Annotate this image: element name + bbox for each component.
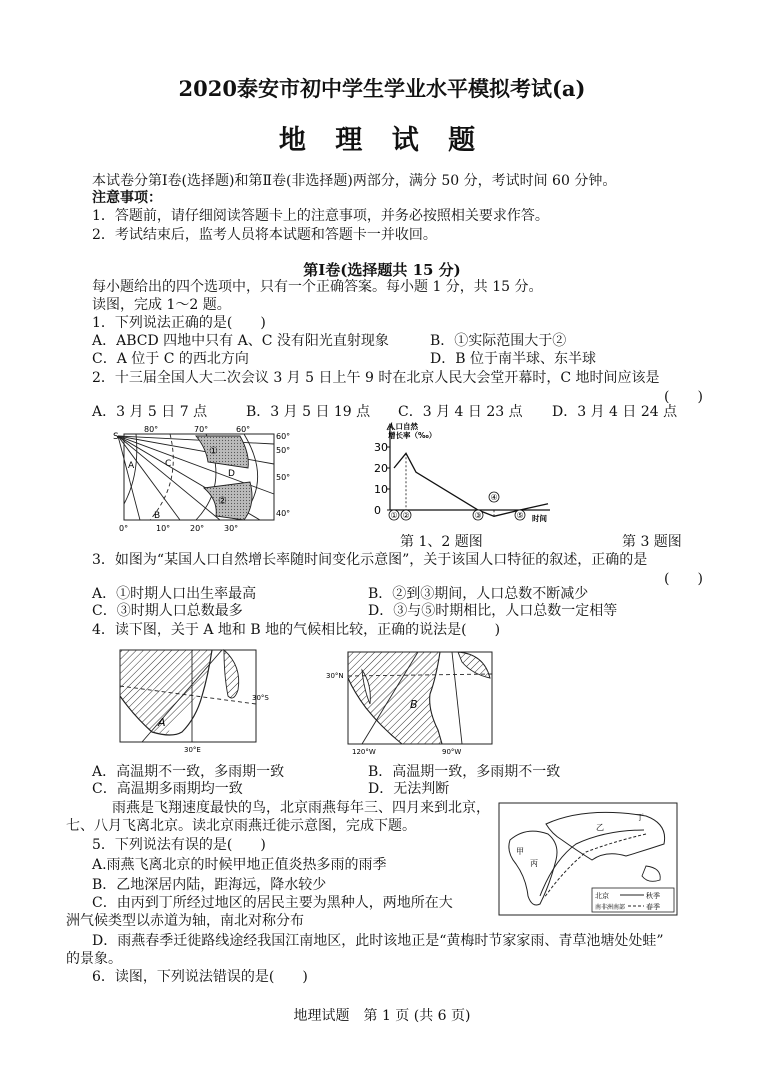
point-a: A <box>128 461 135 471</box>
svg-text:40°: 40° <box>276 509 291 518</box>
q3-option-c: C．③时期人口总数最多 <box>92 603 243 619</box>
q1-option-b: B．①实际范围大于② <box>430 333 567 349</box>
q1-stem: 1．下列说法正确的是( ) <box>92 315 266 331</box>
swallow-passage-2: 七、八月飞离北京。读北京雨燕迁徙示意图，完成下题。 <box>66 818 416 834</box>
svg-text:50°: 50° <box>276 446 291 455</box>
chart-ylabel-2: 增长率（‰） <box>388 431 437 440</box>
point-b: B <box>154 511 161 521</box>
chart-xlabel: 时间 <box>532 514 547 523</box>
svg-text:30°S: 30°S <box>252 694 269 702</box>
notice-label: 注意事项： <box>92 190 162 206</box>
note-1: 1．答题前，请仔细阅读答题卡上的注意事项，并务必按照相关要求作答。 <box>92 208 549 224</box>
q3-answer-paren: ( ) <box>664 571 703 587</box>
point-a-label: A <box>158 716 166 729</box>
point-d: D <box>228 469 235 479</box>
swallow-passage-1: 雨燕是飞翔速度最快的鸟，北京雨燕每年三、四月来到北京， <box>112 800 490 816</box>
map-a <box>112 646 272 758</box>
q5-option-d-2: 的景象。 <box>66 951 122 967</box>
svg-text:30°N: 30°N <box>326 672 344 680</box>
map-b <box>322 648 498 758</box>
q5-stem: 5．下列说法有误的是( ) <box>92 837 266 853</box>
svg-text:丙: 丙 <box>530 859 538 868</box>
svg-text:0°: 0° <box>119 524 129 533</box>
latlon-grid-map <box>110 424 300 536</box>
q5-option-c-1: C．由丙到丁所经过地区的居民主要为黑种人，两地所在大 <box>92 895 453 911</box>
area-2 <box>204 482 252 520</box>
svg-text:20°: 20° <box>190 524 205 533</box>
svg-text:50°: 50° <box>276 473 291 482</box>
legend-region: 南非洲南部 <box>595 904 626 911</box>
q2-option-a: A．3 月 5 日 7 点 <box>92 404 208 420</box>
caption-fig3: 第 3 题图 <box>622 534 682 550</box>
point-label: ④ <box>490 493 498 502</box>
q3-stem: 3．如图为“某国人口自然增长率随时间变化示意图”，关于该国人口特征的叙述，正确的是 <box>92 552 648 568</box>
svg-text:甲: 甲 <box>516 847 524 856</box>
caption-fig12: 第 1、2 题图 <box>400 534 483 550</box>
y-tick-label: 30 <box>374 441 388 454</box>
legend-spring: 春季 <box>646 903 660 911</box>
svg-text:丁: 丁 <box>636 813 644 822</box>
intro-text: 本试卷分第Ⅰ卷(选择题)和第Ⅱ卷(非选择题)两部分，满分 50 分，考试时间 60 分钟。 <box>92 173 617 189</box>
q4-option-c: C．高温期多雨期均一致 <box>92 781 243 797</box>
q5-option-b: B．乙地深居内陆，距海远，降水较少 <box>92 877 327 893</box>
read-instruction: 读图，完成 1～2 题。 <box>92 297 231 313</box>
subject-title: 地 理 试 题 <box>278 125 486 156</box>
svg-text:60°: 60° <box>236 425 251 434</box>
legend-beijing: 北京 <box>595 892 609 900</box>
q1-option-c: C．A 位于 C 的西北方向 <box>92 351 249 367</box>
note-2: 2．考试结束后，监考人员将本试题和答题卡一并收回。 <box>92 227 437 243</box>
legend-autumn: 秋季 <box>646 892 660 900</box>
point-label: ① <box>390 511 398 520</box>
q3-option-a: A．①时期人口出生率最高 <box>92 586 257 602</box>
swift-migration-map <box>496 800 682 922</box>
q6-stem: 6．读图，下列说法错误的是( ) <box>92 969 308 985</box>
q3-option-d: D．③与⑤时期相比，人口总数一定相等 <box>368 603 618 619</box>
q2-answer-paren: ( ) <box>664 389 703 405</box>
area-1-label: ① <box>209 446 218 457</box>
svg-text:70°: 70° <box>194 425 209 434</box>
section-instructions: 每小题给出的四个选项中，只有一个正确答案。每小题 1 分，共 15 分。 <box>92 279 543 295</box>
q1-option-d: D．B 位于南半球、东半球 <box>430 351 596 367</box>
page-footer: 地理试题 第 1 页 (共 6 页) <box>293 1008 471 1024</box>
q2-stem: 2．十三届全国人大二次会议 3 月 5 日上午 9 时在北京人民大会堂开幕时，C 地时间应该是 <box>92 370 660 386</box>
q3-option-b: B．②到③期间，人口总数不断减少 <box>368 586 589 602</box>
area-2-label: ② <box>218 496 227 507</box>
q5-option-d-1: D．雨燕春季迁徙路线途经我国江南地区，此时该地正是“黄梅时节家家雨、青草池塘处处蛙” <box>92 933 664 949</box>
q2-option-c: C．3 月 4 日 23 点 <box>398 404 523 420</box>
svg-text:30°: 30° <box>224 524 239 533</box>
svg-text:60°: 60° <box>276 432 291 441</box>
q2-option-d: D．3 月 4 日 24 点 <box>552 404 678 420</box>
growth-line <box>394 453 548 516</box>
exam-title: 2020泰安市初中学生学业水平模拟考试(a) <box>178 76 586 101</box>
point-b-label: B <box>410 698 418 711</box>
svg-text:90°W: 90°W <box>442 748 462 756</box>
point-label: ② <box>402 511 410 520</box>
q1-option-a: A．ABCD 四地中只有 A、C 没有阳光直射现象 <box>92 333 389 349</box>
q5-option-a: A.雨燕飞离北京的时候甲地正值炎热多雨的雨季 <box>92 857 387 873</box>
q4-option-a: A．高温期不一致，多雨期一致 <box>92 764 285 780</box>
svg-text:30°E: 30°E <box>184 746 201 754</box>
svg-text:乙: 乙 <box>596 823 604 832</box>
y-tick-label: 20 <box>374 462 388 475</box>
q4-stem: 4．读下图，关于 A 地和 B 地的气候相比较，正确的说法是( ) <box>92 622 501 638</box>
svg-text:120°W: 120°W <box>352 748 376 756</box>
point-label: ⑤ <box>516 511 524 520</box>
pole-label: S <box>113 432 119 442</box>
svg-text:10°: 10° <box>156 524 171 533</box>
area-1 <box>196 436 248 468</box>
section-heading: 第Ⅰ卷(选择题共 15 分) <box>303 261 461 279</box>
q5-option-c-2: 洲气候类型以赤道为轴，南北对称分布 <box>66 913 304 929</box>
q2-option-b: B．3 月 5 日 19 点 <box>246 404 371 420</box>
chart-ylabel-1: 人口自然 <box>388 422 418 431</box>
q4-option-b: B．高温期一致，多雨期不一致 <box>368 764 561 780</box>
y-tick-label: 0 <box>374 504 381 517</box>
point-c: C <box>165 459 172 469</box>
q4-option-d: D．无法判断 <box>368 781 450 797</box>
point-label: ③ <box>474 511 482 520</box>
y-tick-label: 10 <box>374 483 388 496</box>
population-growth-chart <box>360 420 560 528</box>
svg-text:80°: 80° <box>144 425 159 434</box>
